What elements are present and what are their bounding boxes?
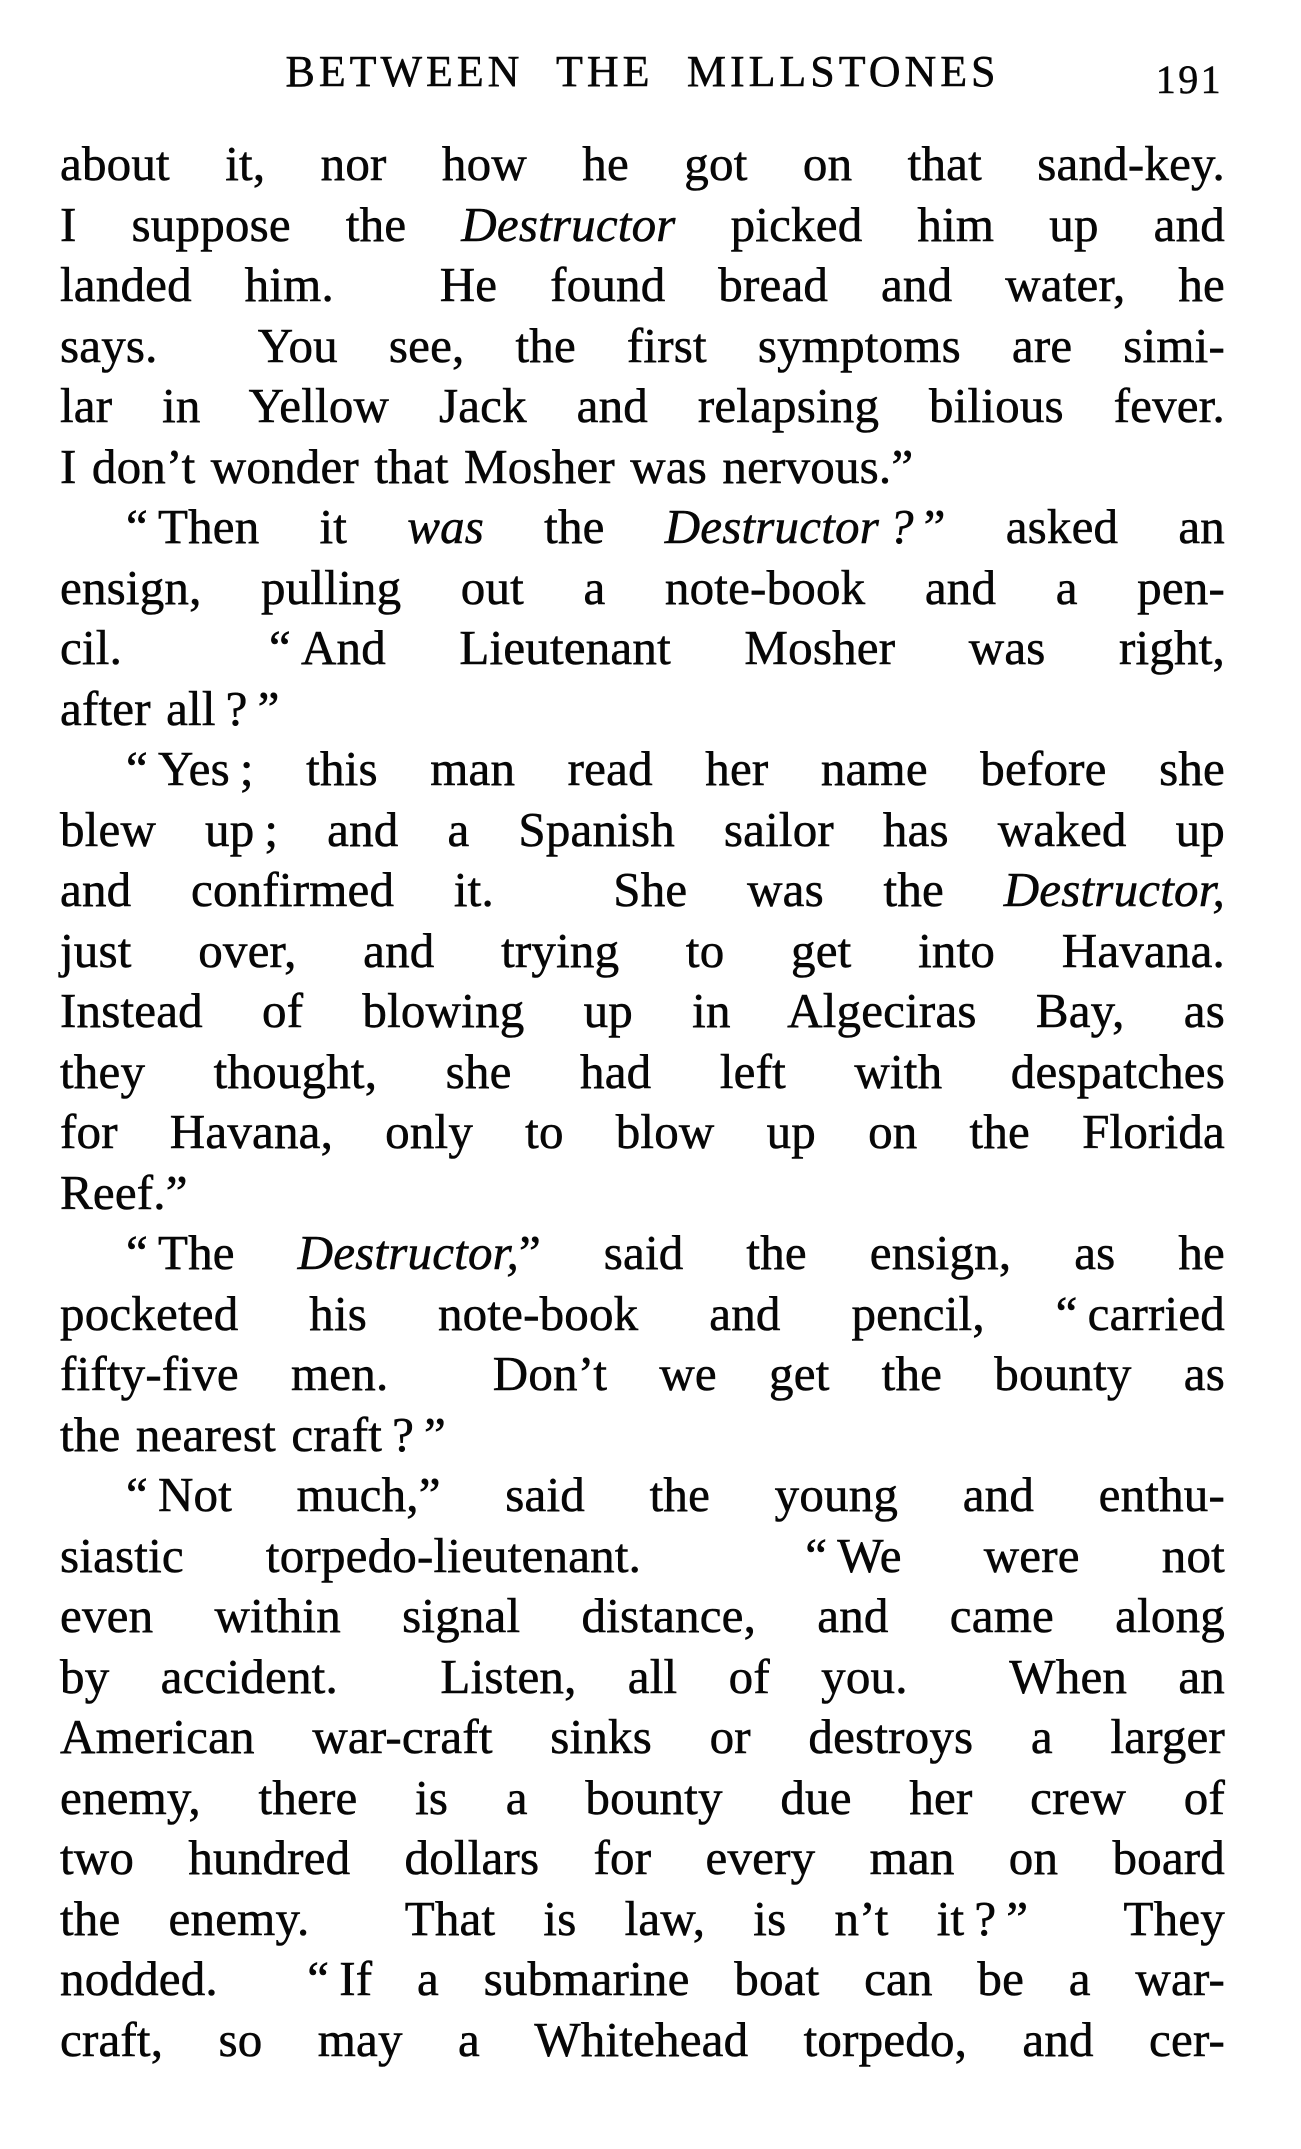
- text-run: the: [484, 499, 665, 554]
- text-run: by accident. Listen, all of you. When an: [60, 1648, 1225, 1704]
- page-text: [60, 134, 1225, 2070]
- italic-text: Destructor,: [297, 1225, 519, 1280]
- text-line: [60, 134, 1225, 195]
- text-run: enemy, there is a bounty due her crew of: [60, 1769, 1225, 1825]
- italic-text: was: [407, 499, 485, 554]
- text-run: siastic torpedo-lieutenant. “ We were not: [60, 1527, 1225, 1583]
- text-line: [60, 195, 1225, 256]
- running-head-title: BETWEEN THE MILLSTONES: [285, 47, 1000, 96]
- text-line: [60, 255, 1225, 316]
- text-run: lar in Yellow Jack and relapsing bilious fever.: [60, 378, 1225, 433]
- text-run: pocketed his note-book and pencil, “ carried: [60, 1285, 1225, 1341]
- text-run: landed him. He found bread and water, he: [60, 257, 1225, 312]
- text-line: [60, 1647, 1225, 1708]
- text-line: [60, 1223, 1225, 1284]
- text-line: [60, 1828, 1225, 1889]
- text-run: craft, so may a Whitehead torpedo, and cer-: [60, 2011, 1225, 2067]
- italic-text: Destructor ?: [664, 499, 914, 554]
- text-line: [60, 2010, 1225, 2071]
- text-run: Instead of blowing up in Algeciras Bay, as: [60, 983, 1225, 1038]
- text-run: two hundred dollars for every man on board: [60, 1830, 1225, 1885]
- text-line: [60, 316, 1225, 377]
- text-line: [60, 860, 1225, 921]
- text-line: [60, 437, 1225, 498]
- text-run: about it, nor how he got on that sand-key.: [60, 136, 1225, 191]
- text-line: [60, 1768, 1225, 1829]
- text-line: [60, 1284, 1225, 1345]
- text-run: they thought, she had left with despatches: [60, 1043, 1225, 1099]
- text-line: [60, 1949, 1225, 2010]
- text-run: “ Not much,” said the young and enthu-: [126, 1467, 1225, 1522]
- paragraph: [60, 1223, 1225, 1465]
- text-line: [60, 1707, 1225, 1768]
- text-line: [60, 921, 1225, 982]
- text-line: [60, 497, 1225, 558]
- text-run: “ Yes ; this man read her name before she: [126, 741, 1225, 796]
- text-line: [60, 376, 1225, 437]
- text-run: ” asked an: [913, 499, 1225, 554]
- text-run: nodded. “ If a submarine boat can be a war-: [60, 1951, 1225, 2006]
- text-line: [60, 558, 1225, 619]
- text-run: picked him up and: [675, 196, 1225, 252]
- text-run: ensign, pulling out a note-book and a pen-: [60, 559, 1225, 615]
- text-line: [60, 1344, 1225, 1405]
- text-run: even within signal distance, and came along: [60, 1588, 1225, 1643]
- text-line: [60, 1586, 1225, 1647]
- text-line: [60, 1163, 1225, 1224]
- text-run: blew up ; and a Spanish sailor has waked up: [60, 801, 1225, 857]
- page-number: 191: [1155, 57, 1223, 102]
- paragraph: [60, 134, 1225, 497]
- page-header: [60, 46, 1225, 108]
- text-line: [60, 1102, 1225, 1163]
- text-run: cil. “ And Lieutenant Mosher was right,: [60, 620, 1225, 675]
- italic-text: Destructor,: [1003, 862, 1225, 917]
- text-run: after all ? ”: [60, 680, 280, 736]
- text-line: [60, 618, 1225, 679]
- text-line: [60, 981, 1225, 1042]
- text-line: [60, 1526, 1225, 1587]
- text-run: fifty-five men. Don’t we get the bounty as: [60, 1346, 1225, 1401]
- text-run: for Havana, only to blow up on the Florida: [60, 1104, 1225, 1159]
- text-run: I suppose the: [60, 196, 462, 252]
- text-line: [60, 1465, 1225, 1526]
- paragraph: [60, 739, 1225, 1223]
- text-line: [60, 1405, 1225, 1466]
- paragraph: [60, 497, 1225, 739]
- text-line: [60, 1042, 1225, 1103]
- text-run: I don’t wonder that Mosher was nervous.”: [60, 438, 914, 494]
- text-run: Reef.”: [60, 1164, 188, 1220]
- text-line: [60, 739, 1225, 800]
- italic-text: Destructor: [461, 196, 676, 252]
- paragraph: [60, 1465, 1225, 2070]
- text-line: [60, 679, 1225, 740]
- text-run: “ Then it: [126, 499, 408, 554]
- text-run: and confirmed it. She was the: [60, 862, 1004, 917]
- text-run: ” said the ensign, as he: [518, 1225, 1225, 1280]
- text-line: [60, 800, 1225, 861]
- text-run: says. You see, the first symptoms are simi-: [60, 317, 1225, 373]
- text-run: the enemy. That is law, is n’t it ? ” They: [60, 1890, 1225, 1946]
- text-run: American war-craft sinks or destroys a larger: [60, 1709, 1225, 1764]
- text-line: [60, 1889, 1225, 1950]
- text-run: “ The: [126, 1225, 298, 1280]
- text-run: just over, and trying to get into Havana.: [60, 922, 1225, 978]
- text-run: the nearest craft ? ”: [60, 1406, 446, 1462]
